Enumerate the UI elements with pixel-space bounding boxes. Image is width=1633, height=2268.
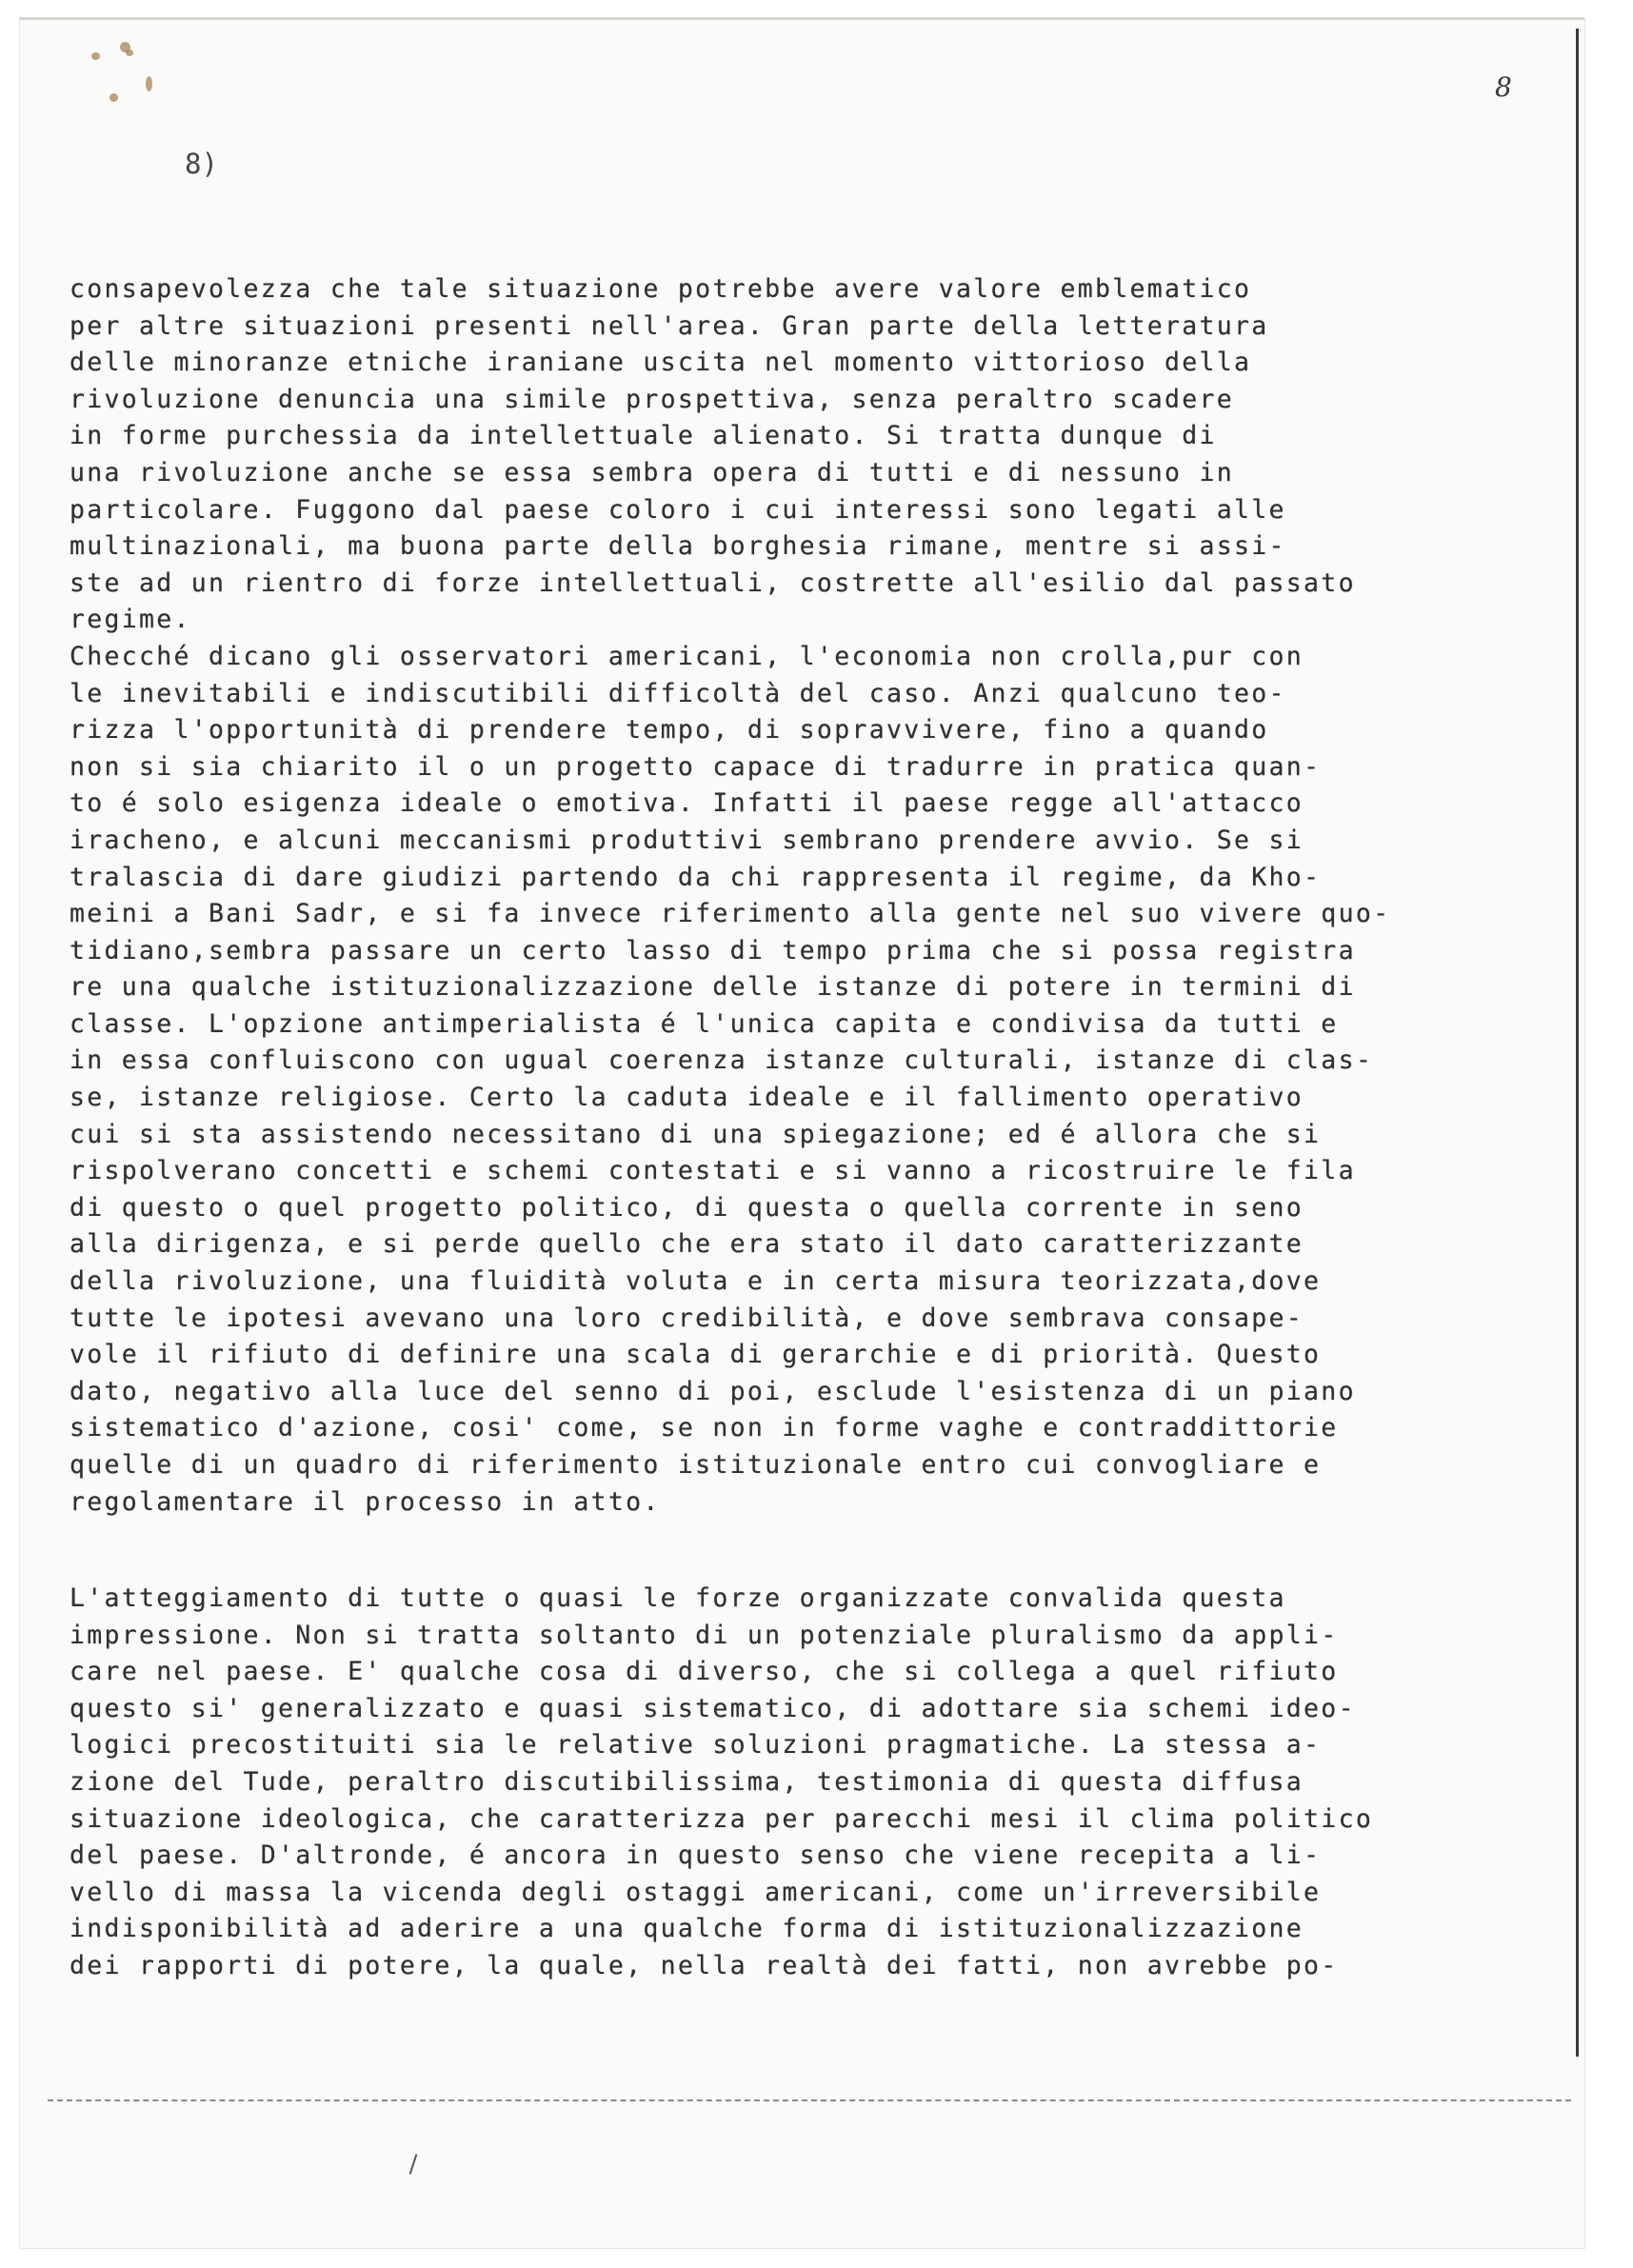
text-line: dato, negativo alla luce del senno di poi, esclude l'esistenza di un piano: [70, 1376, 1356, 1406]
page-number: 8: [1495, 71, 1512, 103]
bottom-rule: [48, 2099, 1571, 2101]
section-number: 8): [185, 148, 218, 180]
paragraph-1: [70, 271, 1541, 1521]
text-line: in forme purchessia da intellettuale alienato. Si tratta dunque di: [70, 421, 1217, 451]
text-line: di questo o quel progetto politico, di questa o quella corrente in seno: [70, 1192, 1304, 1223]
text-line: rivoluzione denuncia una simile prospettiva, senza peraltro scadere: [70, 384, 1235, 414]
text-line: questo si' generalizzato e quasi sistematico, di adottare sia schemi ideo-: [70, 1693, 1356, 1723]
text-line: consapevolezza che tale situazione potrebbe avere valore emblematico: [70, 274, 1252, 304]
text-line: ste ad un rientro di forze intellettuali, costrette all'esilio dal passato: [70, 567, 1356, 598]
text-line: logici precostituiti sia le relative soluzioni pragmatiche. La stessa a-: [70, 1730, 1322, 1761]
text-line: vole il rifiuto di definire una scala di gerarchie e di priorità. Questo: [70, 1340, 1322, 1370]
text-line: vello di massa la vicenda degli ostaggi americani, come un'irreversibile: [70, 1877, 1322, 1907]
text-line: re una qualche istituzionalizzazione delle istanze di potere in termini di: [70, 972, 1356, 1003]
text-line: regolamentare il processo in atto.: [70, 1486, 661, 1517]
text-line: indisponibilità ad aderire a una qualche forma di istituzionalizzazione: [70, 1914, 1304, 1944]
text-line: del paese. D'altronde, é ancora in questo senso che viene recepita a li-: [70, 1840, 1322, 1871]
text-line: rispolverano concetti e schemi contestati e si vanno a ricostruire le fila: [70, 1156, 1356, 1186]
text-line: L'atteggiamento di tutte o quasi le forze organizzate convalida questa: [70, 1583, 1286, 1613]
text-line: delle minoranze etniche iraniane uscita nel momento vittorioso della: [70, 348, 1252, 378]
text-line: rizza l'opportunità di prendere tempo, di sopravvivere, fino a quando: [70, 715, 1269, 746]
stain-mark: [110, 93, 118, 102]
text-line: meini a Bani Sadr, e si fa invece riferimento alla gente nel suo vivere quo-: [70, 899, 1391, 929]
text-line: to é solo esigenza ideale o emotiva. Infatti il paese regge all'attacco: [70, 788, 1304, 819]
text-line: situazione ideologica, che caratterizza per parecchi mesi il clima politico: [70, 1803, 1374, 1834]
text-line: particolare. Fuggono dal paese coloro i cui interessi sono legati alle: [70, 494, 1286, 525]
stain-mark: [91, 52, 100, 60]
text-line: iracheno, e alcuni meccanismi produttivi sembrano prendere avvio. Se si: [70, 825, 1304, 855]
text-line: tralascia di dare giudizi partendo da chi rappresenta il regime, da Kho-: [70, 862, 1322, 892]
text-line: multinazionali, ma buona parte della borghesia rimane, mentre si assi-: [70, 531, 1286, 562]
text-line: tidiano,sembra passare un certo lasso di tempo prima che si possa registra: [70, 935, 1356, 965]
text-line: Checché dicano gli osservatori americani, l'economia non crolla,pur con: [70, 641, 1304, 671]
text-line: della rivoluzione, una fluidità voluta e in certa misura teorizzata,dove: [70, 1266, 1322, 1297]
stain-mark: [146, 76, 152, 91]
text-line: cui si sta assistendo necessitano di una spiegazione; ed é allora che si: [70, 1119, 1322, 1149]
text-line: alla dirigenza, e si perde quello che era stato il dato caratterizzante: [70, 1229, 1304, 1260]
text-line: zione del Tude, peraltro discutibilissima, testimonia di questa diffusa: [70, 1766, 1304, 1797]
text-line: tutte le ipotesi avevano una loro credibilità, e dove sembrava consape-: [70, 1303, 1304, 1333]
page-edge-line: [1576, 29, 1579, 2057]
stain-mark: [126, 50, 133, 56]
paragraph-2: [70, 1581, 1541, 1985]
text-line: classe. L'opzione antimperialista é l'unica capita e condivisa da tutti e: [70, 1008, 1339, 1039]
text-line: non si sia chiarito il o un progetto capace di tradurre in pratica quan-: [70, 751, 1322, 782]
text-line: se, istanze religiose. Certo la caduta ideale e il fallimento operativo: [70, 1083, 1304, 1113]
text-line: per altre situazioni presenti nell'area. Gran parte della letteratura: [70, 310, 1269, 341]
text-line: in essa confluiscono con ugual coerenza istanze culturali, istanze di clas-: [70, 1045, 1374, 1076]
text-line: una rivoluzione anche se essa sembra opera di tutti e di nessuno in: [70, 457, 1235, 487]
text-line: care nel paese. E' qualche cosa di diverso, che si collega a quel rifiuto: [70, 1657, 1339, 1687]
text-line: impressione. Non si tratta soltanto di un potenziale pluralismo da appli-: [70, 1620, 1339, 1650]
text-line: quelle di un quadro di riferimento istituzionale entro cui convogliare e: [70, 1450, 1322, 1480]
text-line: dei rapporti di potere, la quale, nella realtà dei fatti, non avrebbe po-: [70, 1950, 1339, 1980]
text-line: le inevitabili e indiscutibili difficoltà del caso. Anzi qualcuno teo-: [70, 678, 1286, 708]
text-line: sistematico d'azione, cosi' come, se non in forme vaghe e contraddittorie: [70, 1413, 1339, 1443]
text-line: regime.: [70, 605, 191, 635]
